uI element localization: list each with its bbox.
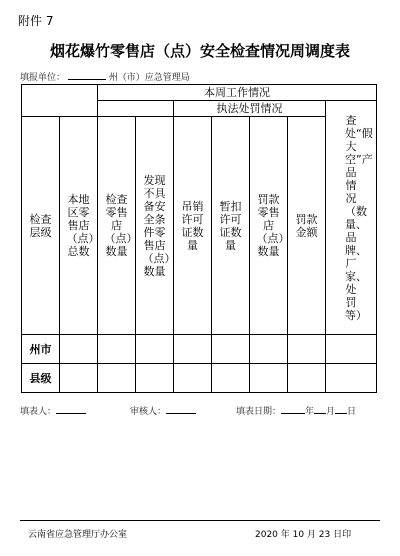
header-fined (250, 117, 288, 335)
unsafe-label: 发现不具备安全条件零售店（点）数量 (142, 173, 176, 278)
report-unit-blank (68, 71, 106, 80)
year-label: 年 (305, 407, 315, 417)
total-stores-label: 本地区零售店（点）总数 (66, 193, 100, 258)
row-label-county: 县级 (22, 364, 60, 393)
header-unsafe (136, 117, 174, 335)
header-suspended (212, 117, 250, 335)
footer-office: 云南省应急管理厅办公室 (28, 530, 128, 540)
header-total-stores (60, 117, 98, 335)
month-label: 月 (326, 407, 336, 417)
header-fine-amount (288, 117, 326, 335)
fine-amount-label: 罚款金额 (295, 212, 318, 239)
table-cell[interactable] (136, 335, 174, 364)
date-label: 填表日期： (236, 407, 282, 417)
header-blank-2 (98, 101, 174, 117)
fined-label: 罚款零售店（点）数量 (256, 193, 290, 258)
footer-print-date: 2020 年 10 月 23 日印 (255, 530, 352, 540)
table-cell[interactable] (326, 335, 377, 364)
inspection-table (21, 84, 377, 393)
filler-blank[interactable] (56, 405, 86, 414)
inspected-label: 检查零售店（点）数量 (104, 193, 138, 258)
document-title: 烟花爆竹零售店（点）安全检查情况周调度表 (49, 42, 350, 60)
table-row (22, 364, 377, 393)
table-cell[interactable] (98, 335, 136, 364)
reviewer-field (130, 404, 196, 417)
table-cell[interactable] (60, 335, 98, 364)
table-cell[interactable] (288, 335, 326, 364)
footer-divider (20, 520, 380, 521)
header-week: 本周工作情况 (98, 85, 377, 101)
header-revoked (174, 117, 212, 335)
table-cell[interactable] (98, 364, 136, 393)
month-blank[interactable] (314, 405, 326, 414)
table-cell[interactable] (288, 364, 326, 393)
table-cell[interactable] (174, 335, 212, 364)
table-cell[interactable] (136, 364, 174, 393)
report-unit-label: 填报单位： (20, 73, 66, 83)
filler-label: 填表人： (20, 407, 57, 417)
header-inspected (98, 117, 136, 335)
level-label: 检查层级 (29, 212, 52, 239)
table-cell[interactable] (60, 364, 98, 393)
header-level (22, 117, 60, 335)
reviewer-blank[interactable] (166, 405, 196, 414)
report-unit-line (20, 70, 190, 83)
header-enforcement: 执法处罚情况 (174, 101, 326, 117)
report-unit-suffix: 州（市）应急管理局 (108, 73, 190, 83)
reviewer-label: 审核人： (130, 407, 167, 417)
table-cell[interactable] (212, 335, 250, 364)
table-cell[interactable] (326, 364, 377, 393)
header-fake-products (326, 101, 377, 335)
table-cell[interactable] (250, 335, 288, 364)
date-field (236, 404, 356, 417)
row-label-city: 州市 (22, 335, 60, 364)
table-cell[interactable] (212, 364, 250, 393)
revoked-label: 吊销许可证数量 (181, 199, 204, 252)
attachment-label: 附件 7 (18, 14, 54, 28)
suspended-label: 暂扣许可证数量 (219, 199, 242, 252)
header-blank (22, 85, 98, 117)
filler-field (20, 404, 86, 417)
table-cell[interactable] (174, 364, 212, 393)
year-blank[interactable] (281, 405, 305, 414)
day-blank[interactable] (335, 405, 347, 414)
fake-products-label: 查处“假大空”产品情况（数量、品牌、厂家、处罚等） (345, 113, 373, 322)
table-cell[interactable] (250, 364, 288, 393)
day-label: 日 (347, 407, 357, 417)
table-row (22, 335, 377, 364)
